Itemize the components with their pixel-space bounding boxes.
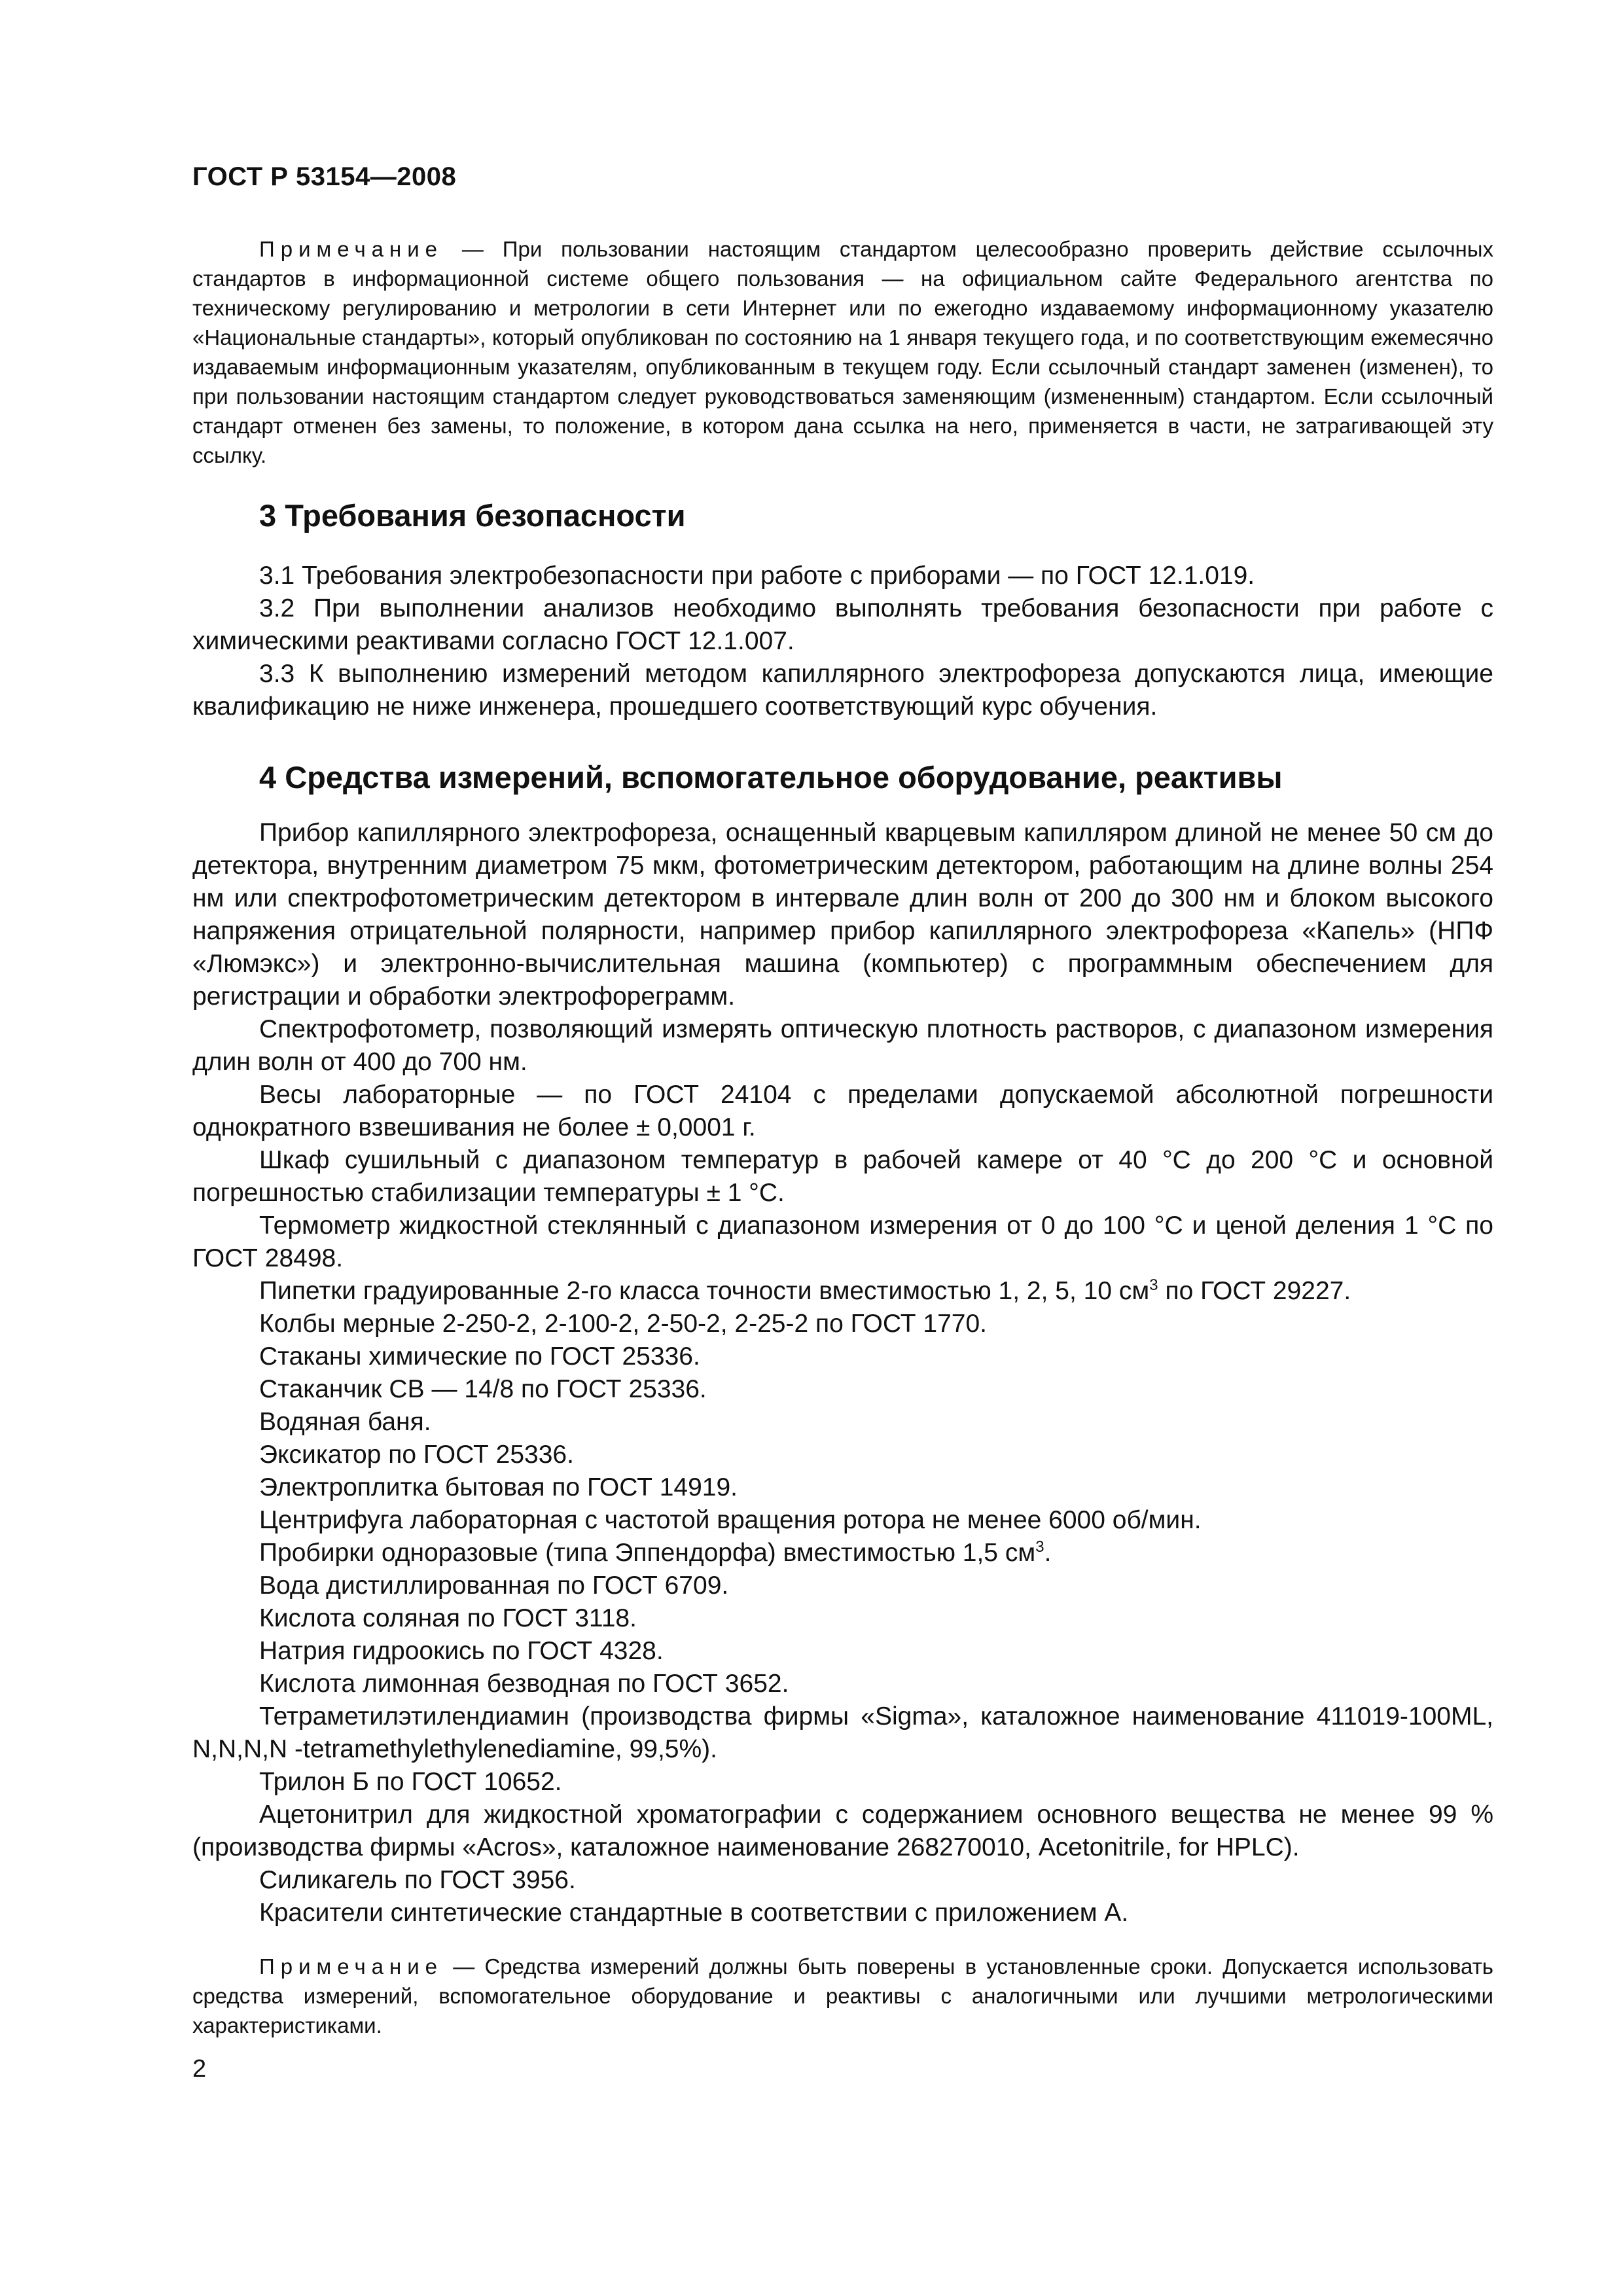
section-4-paragraph: Центрифуга лабораторная с частотой вращения ротора не менее 6000 об/мин.	[259, 1506, 1202, 1534]
section-4-paragraph: Трилон Б по ГОСТ 10652.	[259, 1768, 562, 1796]
section-4-paragraph: Красители синтетические стандартные в соответствии с приложением А.	[259, 1899, 1129, 1927]
note-measurement-verification	[192, 1952, 1493, 2040]
tubes-text: Пробирки одноразовые (типа Эппендорфа) вместимостью 1,5 см	[259, 1539, 1036, 1567]
tubes-text-end: .	[1044, 1539, 1052, 1567]
section-4-paragraph: Прибор капиллярного электрофореза, оснащенный кварцевым капилляром длиной не менее 50 см до детектора, внутренним диаметром 75 мкм, фотометрическим детектором, работающим на длине волны 254 нм или спектрофотометрическим детектором в интервале длин волн от 200 до 300 нм и блоком высокого напряжения отрицательной полярности, например прибор капиллярного электрофореза «Капель» (НПФ «Люмэкс») и электронно-вычислительная машина (компьютер) с программным обеспечением для регистрации и обработки электрофореграмм.	[192, 819, 1493, 1011]
section-4-paragraph: Стаканчик СВ — 14/8 по ГОСТ 25336.	[259, 1375, 707, 1403]
section-4-paragraph: Электроплитка бытовая по ГОСТ 14919.	[259, 1473, 738, 1501]
section-4-paragraph: Эксикатор по ГОСТ 25336.	[259, 1441, 574, 1469]
section-3-body	[192, 560, 1493, 723]
section-3-paragraph-3: 3.3 К выполнению измерений методом капиллярного электрофореза допускаются лица, имеющие квалификацию не ниже инженера, прошедшего соответствующий курс обучения.	[192, 660, 1493, 721]
section-4-paragraph: Колбы мерные 2-250-2, 2-100-2, 2-50-2, 2-25-2 по ГОСТ 1770.	[259, 1310, 987, 1338]
section-4-title: 4 Средства измерений, вспомогательное оборудование, реактивы	[259, 760, 1283, 795]
section-4-paragraph: Вода дистиллированная по ГОСТ 6709.	[259, 1571, 729, 1600]
section-3-paragraph-2: 3.2 При выполнении анализов необходимо выполнять требования безопасности при работе с химическими реактивами согласно ГОСТ 12.1.007.	[192, 594, 1493, 655]
section-3-paragraph-1: 3.1 Требования электробезопасности при работе с приборами — по ГОСТ 12.1.019.	[259, 562, 1255, 590]
page-number: 2	[192, 2055, 207, 2083]
section-4-paragraph: Натрия гидроокись по ГОСТ 4328.	[259, 1637, 664, 1665]
document-header: ГОСТ Р 53154—2008	[192, 162, 457, 191]
note-label: Примечание	[259, 1954, 444, 1979]
note-text: — Средства измерений должны быть поверены в установленные сроки. Допускается использовать средства измерений, вспомогательное оборудование и реактивы с аналогичными или лучшими метрологическими характеристиками.	[192, 1954, 1493, 2037]
section-4-paragraph: Спектрофотометр, позволяющий измерять оптическую плотность растворов, с диапазоном измерения длин волн от 400 до 700 нм.	[192, 1015, 1493, 1076]
section-4-paragraph: Силикагель по ГОСТ 3956.	[259, 1866, 576, 1894]
superscript: 3	[1035, 1538, 1044, 1556]
pipettes-text-end: по ГОСТ 29227.	[1158, 1277, 1351, 1305]
note-text: — При пользовании настоящим стандартом целесообразно проверить действие ссылочных стандартов в информационной системе общего пользования — на официальном сайте Федерального агентства по техническому регулированию и метрологии в сети Интернет или по ежегодно издаваемому информационному указателю «Национальные стандарты», который опубликован по состоянию на 1 января текущего года, и по соответствующим ежемесячно издаваемым информационным указателям, опубликованным в текущем году. Если ссылочный стандарт заменен (изменен), то при пользовании настоящим стандартом следует руководствоваться заменяющим (измененным) стандартом. Если ссылочный стандарт отменен без замены, то положение, в котором дана ссылка на него, применяется в части, не затрагивающей эту ссылку.	[192, 237, 1493, 467]
pipettes-text: Пипетки градуированные 2-го класса точности вместимостью 1, 2, 5, 10 см	[259, 1277, 1150, 1305]
section-4-paragraph: Водяная баня.	[259, 1408, 431, 1436]
superscript: 3	[1149, 1276, 1158, 1294]
section-3-title: 3 Требования безопасности	[259, 498, 686, 533]
section-4-paragraph	[192, 1275, 1493, 1308]
section-4-paragraph: Кислота лимонная безводная по ГОСТ 3652.	[259, 1670, 789, 1698]
section-4-paragraph: Весы лабораторные — по ГОСТ 24104 с пределами допускаемой абсолютной погрешности однократного взвешивания не более ± 0,0001 г.	[192, 1081, 1493, 1141]
section-4-paragraph	[192, 1537, 1493, 1570]
note-label: Примечание	[259, 237, 444, 261]
note-reference-standards	[192, 234, 1493, 470]
section-4-paragraph: Стаканы химические по ГОСТ 25336.	[259, 1342, 700, 1371]
section-4-paragraph: Ацетонитрил для жидкостной хроматографии с содержанием основного вещества не менее 99 % (производства фирмы «Acros», каталожное наименование 268270010, Acetonitrile, for HPLC).	[192, 1801, 1493, 1861]
section-4-paragraph: Шкаф сушильный с диапазоном температур в рабочей камере от 40 °С до 200 °С и основной погрешностью стабилизации температуры ± 1 °С.	[192, 1146, 1493, 1207]
section-4-body	[192, 817, 1493, 1929]
section-4-paragraph: Тетраметилэтилендиамин (производства фирмы «Sigma», каталожное наименование 411019-100ML, N,N,N,N -tetramethylethylenediamine, 99,5%).	[192, 1702, 1493, 1763]
section-4-paragraph: Кислота соляная по ГОСТ 3118.	[259, 1604, 637, 1632]
section-4-paragraph: Термометр жидкостной стеклянный с диапазоном измерения от 0 до 100 °С и ценой деления 1 °С по ГОСТ 28498.	[192, 1211, 1493, 1272]
